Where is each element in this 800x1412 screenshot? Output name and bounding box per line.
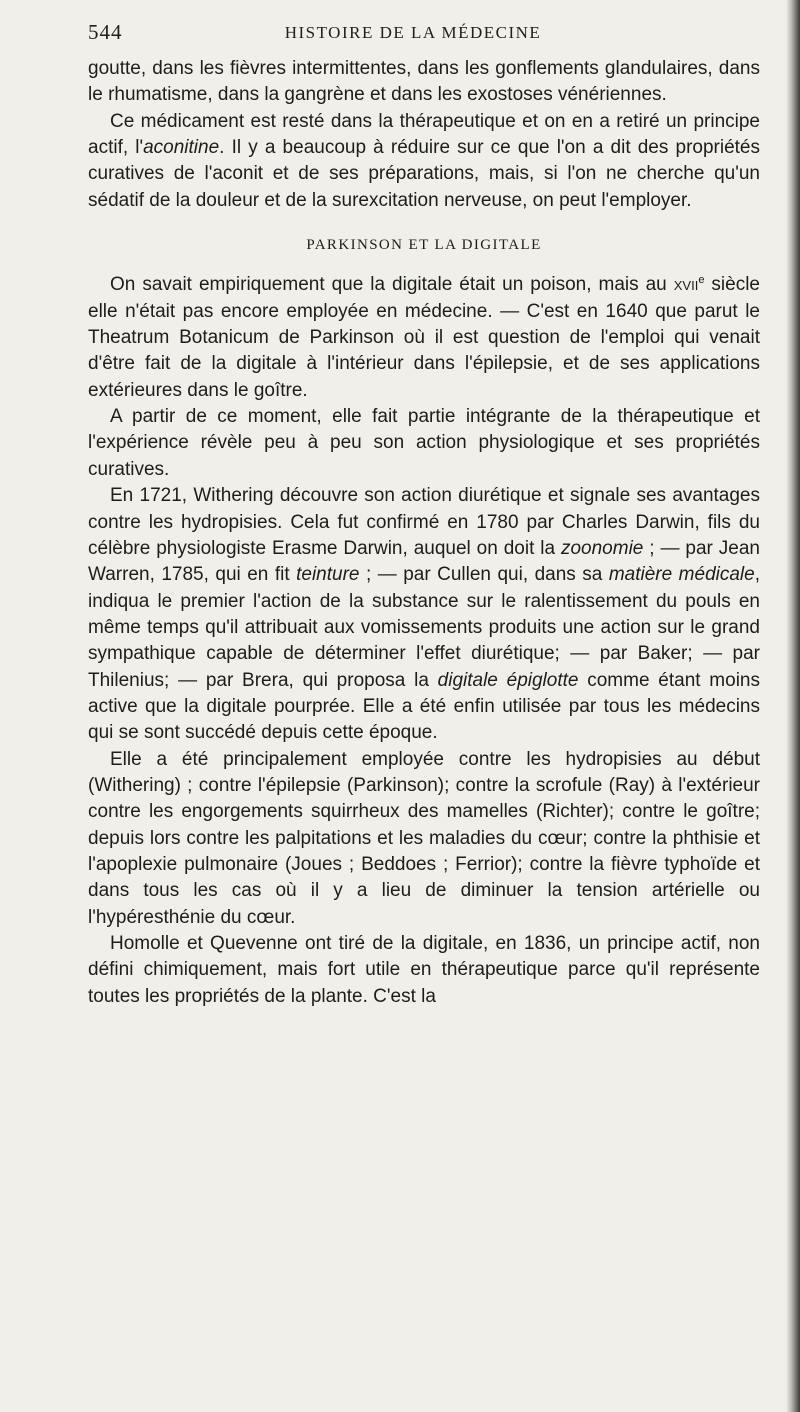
text-run: En 1721, Withering découvre son action diurétique et signale ses avantages contre les hydropisies. Cela fut confirmé en 1780 par Charles Darwin, fils du célèbre physiologiste Erasme Darwin, auquel on doit la (88, 485, 760, 559)
body-text (88, 56, 760, 1010)
italic-title-matiere-medicale: matière médicale (608, 564, 755, 586)
running-head (88, 20, 738, 50)
page-number: 544 (88, 20, 123, 44)
paragraph-goutte: goutte, dans les fièvres intermittentes, dans les gonflements glandulaires, dans le rhumatisme, dans la gangrène et dans les exostoses vénériennes. (88, 58, 760, 106)
paragraph-therapeutique: A partir de ce moment, elle fait partie intégrante de la thérapeutique et l'expérience révèle peu à peu son action physiologique et ses propriétés curatives. (88, 406, 760, 480)
text-run: . Il y a beaucoup à réduire sur ce que l'on a dit des propriétés curatives de l'aconit et de ses préparations, mais, si l'on ne cherche qu'un sédatif de la douleur et de la surexcitation nerveuse, on peut l'employer. (88, 137, 760, 211)
superscript: e (698, 274, 705, 287)
text-run: ; — par Jean Warren, 1785, qui en fit (88, 537, 760, 586)
century-numeral: xvii (673, 274, 699, 296)
paragraph-withering (88, 483, 760, 746)
text-run: On savait empiriquement que la digitale était un poison, mais au (110, 274, 674, 296)
paragraph-indications: Elle a été principalement employée contre les hydropisies au début (Withering) ; contre l'épilepsie (Parkinson); contre la scrofule (Ray) à l'extérieur contre les engorgements squirrheux des mamelles (Richter); contre le goître; depuis lors contre les palpitations et les maladies du cœur; contre la phthisie et l'apoplexie pulmonaire (Joues ; Beddoes ; Ferrior); contre la fièvre typhoïde et dans tous les cas où il y a lieu de diminuer la tension artérielle ou l'hypéresthénie du cœur. (88, 748, 760, 928)
text-run: , indiqua le premier l'action de la substance sur le ralentissement du pouls en même temps qu'il attribuait aux vomissements produits une action sur le grand sympathique capable de déterminer l'effet diurétique; — par Baker; — par Thilenius; — par Brera, qui proposa la (88, 564, 760, 691)
italic-title-zoonomie: zoonomie (560, 537, 644, 559)
section-heading: PARKINSON ET LA DIGITALE (306, 237, 542, 254)
paragraph-homolle: Homolle et Quevenne ont tiré de la digitale, en 1836, un principe actif, non défini chimiquement, mais fort utile en thérapeutique parce qu'il représente toutes les propriétés de la plante. C'est la (88, 933, 760, 1007)
paragraph-parkinson (88, 272, 760, 404)
italic-term-teinture: teinture (296, 564, 360, 586)
italic-term-digitale-epiglotte: digitale épiglotte (437, 669, 579, 691)
running-title: HISTOIRE DE LA MÉDECINE (284, 23, 542, 42)
text-run: Ce médicament est resté dans la thérapeutique et on en a retiré un principe actif, l' (88, 110, 760, 159)
text-run: comme étant moins active que la digitale pourprée. Elle a été enfin utilisée par tous les médecins qui se sont succédé depuis cette époque. (88, 669, 760, 744)
italic-term-aconitine: aconitine (143, 137, 220, 159)
paragraph-aconitine (88, 109, 760, 214)
text-run: siècle elle n'était pas encore employée en médecine. — C'est en 1640 que parut le Theatrum Botanicum de Parkinson où il est question de l'emploi qui venait d'être fait de la digitale à l'intérieur dans l'épilepsie, et de ses applications extérieures dans le goître. (88, 274, 760, 401)
page-edge-shadow (786, 0, 800, 1412)
text-run: ; — par Cullen qui, dans sa (359, 564, 609, 586)
